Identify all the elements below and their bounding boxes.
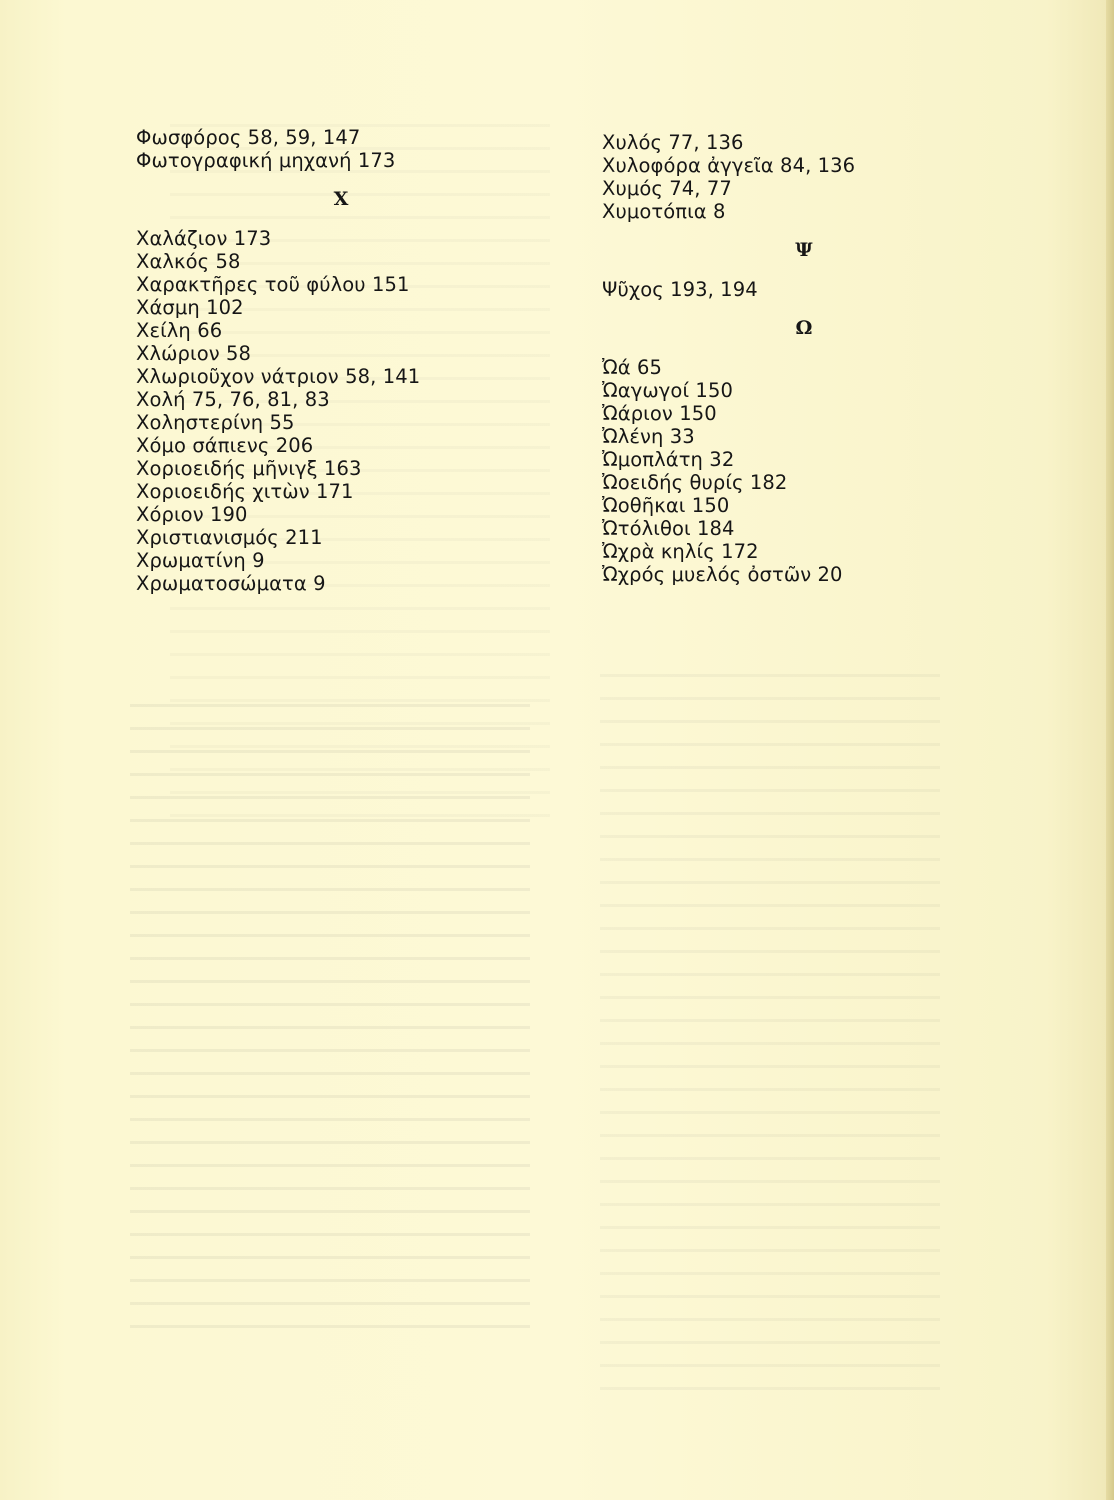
section-heading-chi: Χ: [333, 188, 349, 210]
spacer: [602, 340, 1006, 356]
index-column-right: [602, 131, 1006, 586]
index-entry: Ὠτόλιθοι 184: [602, 517, 735, 540]
spacer: [602, 223, 1006, 239]
index-entry: Χαλάζιον 173: [136, 227, 272, 250]
index-entry: Χλωριοῦχον νάτριον 58, 141: [136, 365, 421, 388]
index-entry: Χαρακτῆρες τοῦ φύλου 151: [136, 273, 410, 296]
show-through-text-right: [600, 660, 940, 1390]
index-entry: Χοληστερίνη 55: [136, 411, 295, 434]
index-entry: Χρωματοσώματα 9: [136, 572, 326, 595]
index-entry: Ὠοθῆκαι 150: [602, 494, 730, 517]
index-entry: Φωσφόρος 58, 59, 147: [136, 126, 361, 149]
index-entry: Χριστιανισμός 211: [136, 526, 323, 549]
spacer: [136, 211, 546, 227]
index-entry: Χόριον 190: [136, 503, 248, 526]
index-entry: Ὠχρός μυελός ὀστῶν 20: [602, 563, 843, 586]
index-column-left: [136, 126, 546, 595]
index-entry: Χαλκός 58: [136, 250, 241, 273]
show-through-text-left: [130, 690, 530, 1340]
page-edge-shadow: [1106, 0, 1114, 1500]
index-entry: Χάσμη 102: [136, 296, 244, 319]
section-heading-psi: Ψ: [795, 239, 813, 261]
index-entry: Χόμο σάπιενς 206: [136, 434, 314, 457]
index-entry: Ὠμοπλάτη 32: [602, 448, 735, 471]
index-entry: Ψῦχος 193, 194: [602, 278, 758, 301]
index-entry: Φωτογραφική μηχανή 173: [136, 149, 396, 172]
index-entry: Χλώριον 58: [136, 342, 252, 365]
index-entry: Χυμοτόπια 8: [602, 200, 726, 223]
index-entry: Ὠοειδής θυρίς 182: [602, 471, 788, 494]
index-entry: Χρωματίνη 9: [136, 549, 265, 572]
index-entry: Ὠάριον 150: [602, 402, 717, 425]
index-entry: Χυλός 77, 136: [602, 131, 744, 154]
section-heading-omega: Ω: [795, 317, 813, 339]
index-entry: Χολή 75, 76, 81, 83: [136, 388, 330, 411]
index-entry: Ὠλένη 33: [602, 425, 695, 448]
spacer: [602, 301, 1006, 317]
index-entry: Ὠχρὰ κηλίς 172: [602, 540, 759, 563]
index-entry: Χείλη 66: [136, 319, 223, 342]
index-entry: Ὠά 65: [602, 356, 663, 379]
spacer: [602, 262, 1006, 278]
index-entry: Χυλοφόρα ἀγγεῖα 84, 136: [602, 154, 856, 177]
spacer: [136, 172, 546, 188]
index-entry: Ὠαγωγοί 150: [602, 379, 733, 402]
index-entry: Χυμός 74, 77: [602, 177, 732, 200]
index-entry: Χοριοειδής μῆνιγξ 163: [136, 457, 362, 480]
index-entry: Χοριοειδής χιτὼν 171: [136, 480, 354, 503]
